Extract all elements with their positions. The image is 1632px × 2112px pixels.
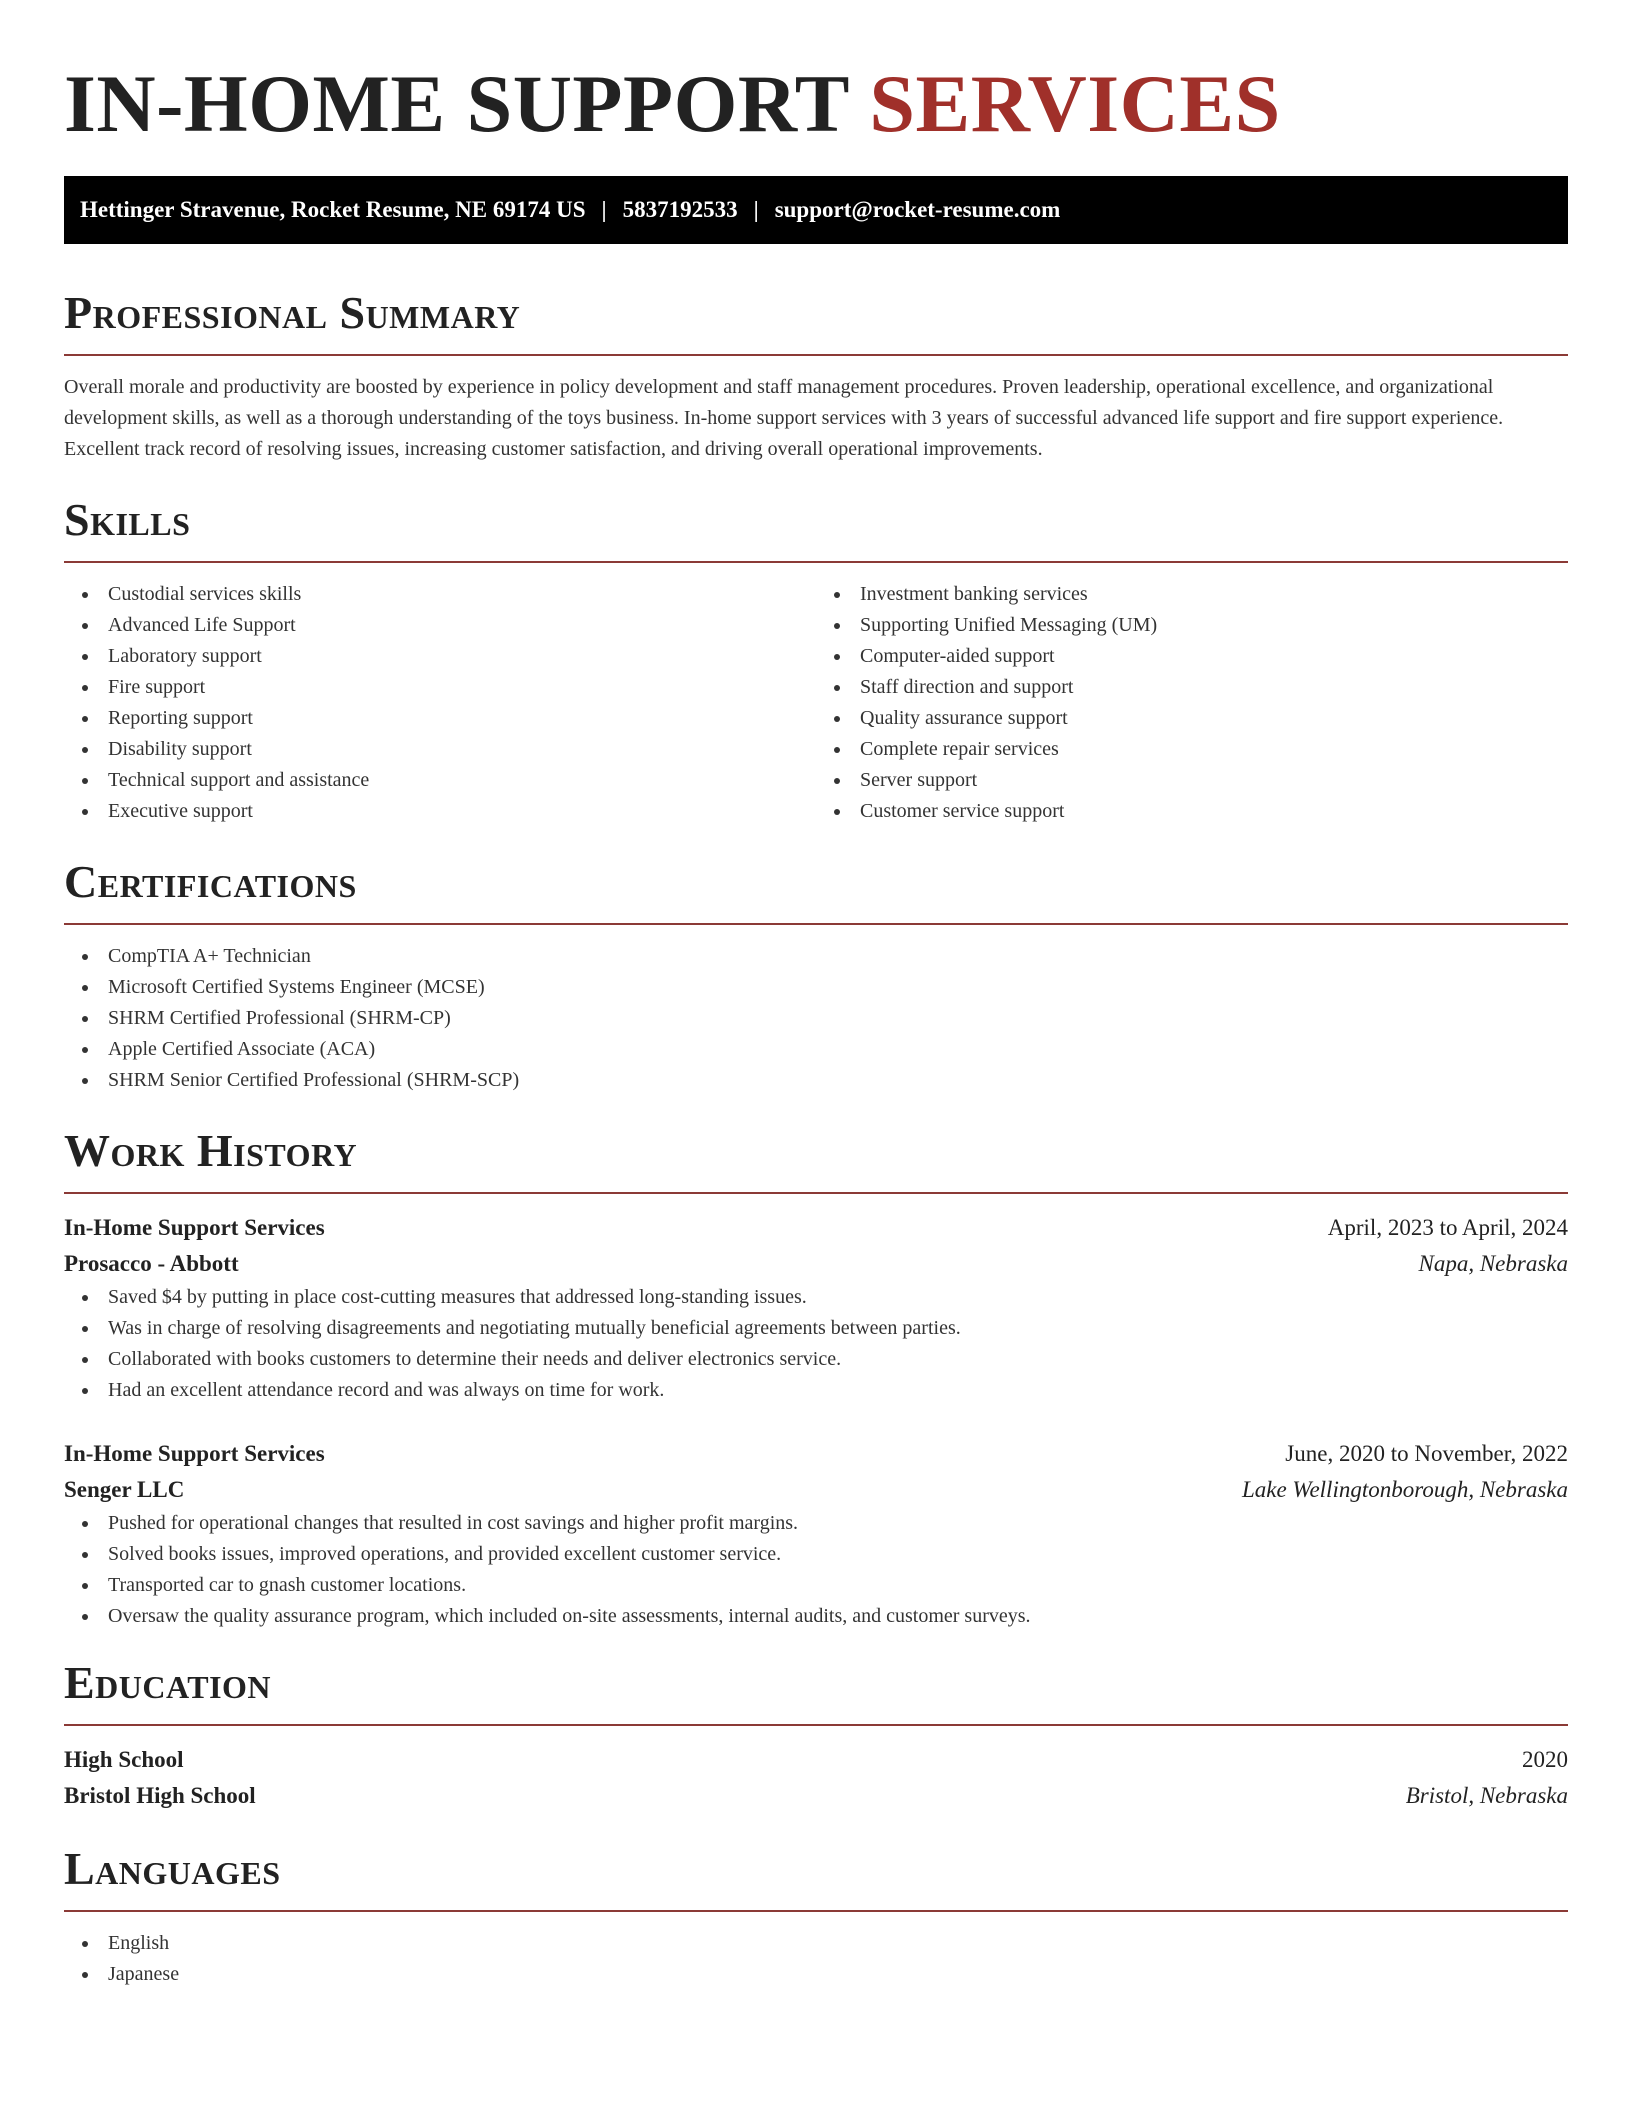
section-title-certifications: Certifications (64, 856, 357, 907)
skill-item: Quality assurance support (816, 703, 1568, 734)
skill-item: Server support (816, 765, 1568, 796)
skills-column-left (64, 579, 816, 827)
skill-item: Customer service support (816, 796, 1568, 827)
resume-name (64, 56, 1568, 152)
section-title-work: Work History (64, 1125, 358, 1176)
job-bullet: Pushed for operational changes that resulted in cost savings and higher profit margins. (64, 1508, 1568, 1539)
section-title-skills: Skills (64, 494, 191, 545)
skill-item: Laboratory support (64, 641, 816, 672)
job-bullet: Collaborated with books customers to determine their needs and deliver electronics service. (64, 1344, 1568, 1375)
job-bullet: Oversaw the quality assurance program, which included on-site assessments, internal audits, and customer surveys. (64, 1601, 1568, 1632)
language-item: Japanese (64, 1959, 1568, 1990)
skill-item: Technical support and assistance (64, 765, 816, 796)
job-company: Senger LLC (64, 1477, 185, 1502)
skills-section (64, 493, 1568, 827)
skills-columns (64, 579, 1568, 827)
job-bullet: Transported car to gnash customer locations. (64, 1570, 1568, 1601)
section-title-languages: Languages (64, 1843, 281, 1894)
job-entry (64, 1436, 1568, 1632)
skill-item: Supporting Unified Messaging (UM) (816, 610, 1568, 641)
certification-item: CompTIA A+ Technician (64, 941, 1568, 972)
languages-list (64, 1928, 1568, 1990)
contact-separator: | (753, 197, 759, 222)
skill-item: Disability support (64, 734, 816, 765)
languages-section (64, 1842, 1568, 1990)
certifications-list (64, 941, 1568, 1096)
skills-list-right (816, 579, 1568, 827)
section-divider (64, 1192, 1568, 1194)
skill-item: Reporting support (64, 703, 816, 734)
section-divider (64, 354, 1568, 356)
skill-item: Executive support (64, 796, 816, 827)
education-header (64, 1742, 1568, 1778)
contact-separator: | (601, 197, 607, 222)
contact-phone[interactable]: 5837192533 (622, 197, 738, 222)
certifications-section (64, 855, 1568, 1096)
section-divider (64, 923, 1568, 925)
job-dates: June, 2020 to November, 2022 (1285, 1441, 1568, 1466)
education-location: Bristol, Nebraska (1405, 1783, 1568, 1808)
skill-item: Custodial services skills (64, 579, 816, 610)
section-title-summary: Professional Summary (64, 287, 521, 338)
education-subheader (64, 1778, 1568, 1814)
job-bullets (64, 1508, 1568, 1632)
job-subheader (64, 1472, 1568, 1508)
certification-item: SHRM Senior Certified Professional (SHRM-SCP) (64, 1065, 1568, 1096)
job-company: Prosacco - Abbott (64, 1251, 239, 1276)
name-main: IN-HOME SUPPORT (64, 58, 849, 149)
job-bullet: Had an excellent attendance record and was always on time for work. (64, 1375, 1568, 1406)
section-title-education: Education (64, 1657, 272, 1708)
skill-item: Advanced Life Support (64, 610, 816, 641)
job-location: Lake Wellingtonborough, Nebraska (1241, 1477, 1568, 1502)
skill-item: Staff direction and support (816, 672, 1568, 703)
job-entry (64, 1210, 1568, 1406)
section-divider (64, 1724, 1568, 1726)
section-divider (64, 561, 1568, 563)
job-title: In-Home Support Services (64, 1215, 325, 1240)
skill-item: Investment banking services (816, 579, 1568, 610)
job-bullets (64, 1282, 1568, 1406)
job-bullet: Was in charge of resolving disagreements and negotiating mutually beneficial agreements between parties. (64, 1313, 1568, 1344)
certification-item: SHRM Certified Professional (SHRM-CP) (64, 1003, 1568, 1034)
work-section (64, 1124, 1568, 1632)
job-subheader (64, 1246, 1568, 1282)
language-item: English (64, 1928, 1568, 1959)
job-title: In-Home Support Services (64, 1441, 325, 1466)
section-divider (64, 1910, 1568, 1912)
job-header (64, 1436, 1568, 1472)
education-year: 2020 (1522, 1747, 1568, 1772)
job-bullet: Solved books issues, improved operations, and provided excellent customer service. (64, 1539, 1568, 1570)
skill-item: Fire support (64, 672, 816, 703)
certification-item: Microsoft Certified Systems Engineer (MCSE) (64, 972, 1568, 1003)
contact-email[interactable]: support@rocket-resume.com (774, 197, 1061, 222)
job-header (64, 1210, 1568, 1246)
education-school: Bristol High School (64, 1783, 256, 1808)
summary-text: Overall morale and productivity are boosted by experience in policy development and staff management procedures. Proven leadership, operational excellence, and organizational development skills, as well as a thorough understanding of the toys business. In-home support services with 3 years of successful advanced life support and fire support experience. Excellent track record of resolving issues, increasing customer satisfaction, and driving overall operational improvements. (64, 376, 1504, 460)
summary-section (64, 286, 1568, 465)
contact-bar (64, 176, 1568, 244)
job-bullet: Saved $4 by putting in place cost-cutting measures that addressed long-standing issues. (64, 1282, 1568, 1313)
job-location: Napa, Nebraska (1418, 1251, 1568, 1276)
job-dates: April, 2023 to April, 2024 (1327, 1215, 1568, 1240)
skills-column-right (816, 579, 1568, 827)
skill-item: Complete repair services (816, 734, 1568, 765)
contact-address: Hettinger Stravenue, Rocket Resume, NE 69174 US (80, 197, 586, 222)
education-section (64, 1656, 1568, 1814)
name-accent: SERVICES (869, 58, 1281, 149)
certification-item: Apple Certified Associate (ACA) (64, 1034, 1568, 1065)
education-degree: High School (64, 1747, 184, 1772)
skill-item: Computer-aided support (816, 641, 1568, 672)
skills-list-left (64, 579, 816, 827)
